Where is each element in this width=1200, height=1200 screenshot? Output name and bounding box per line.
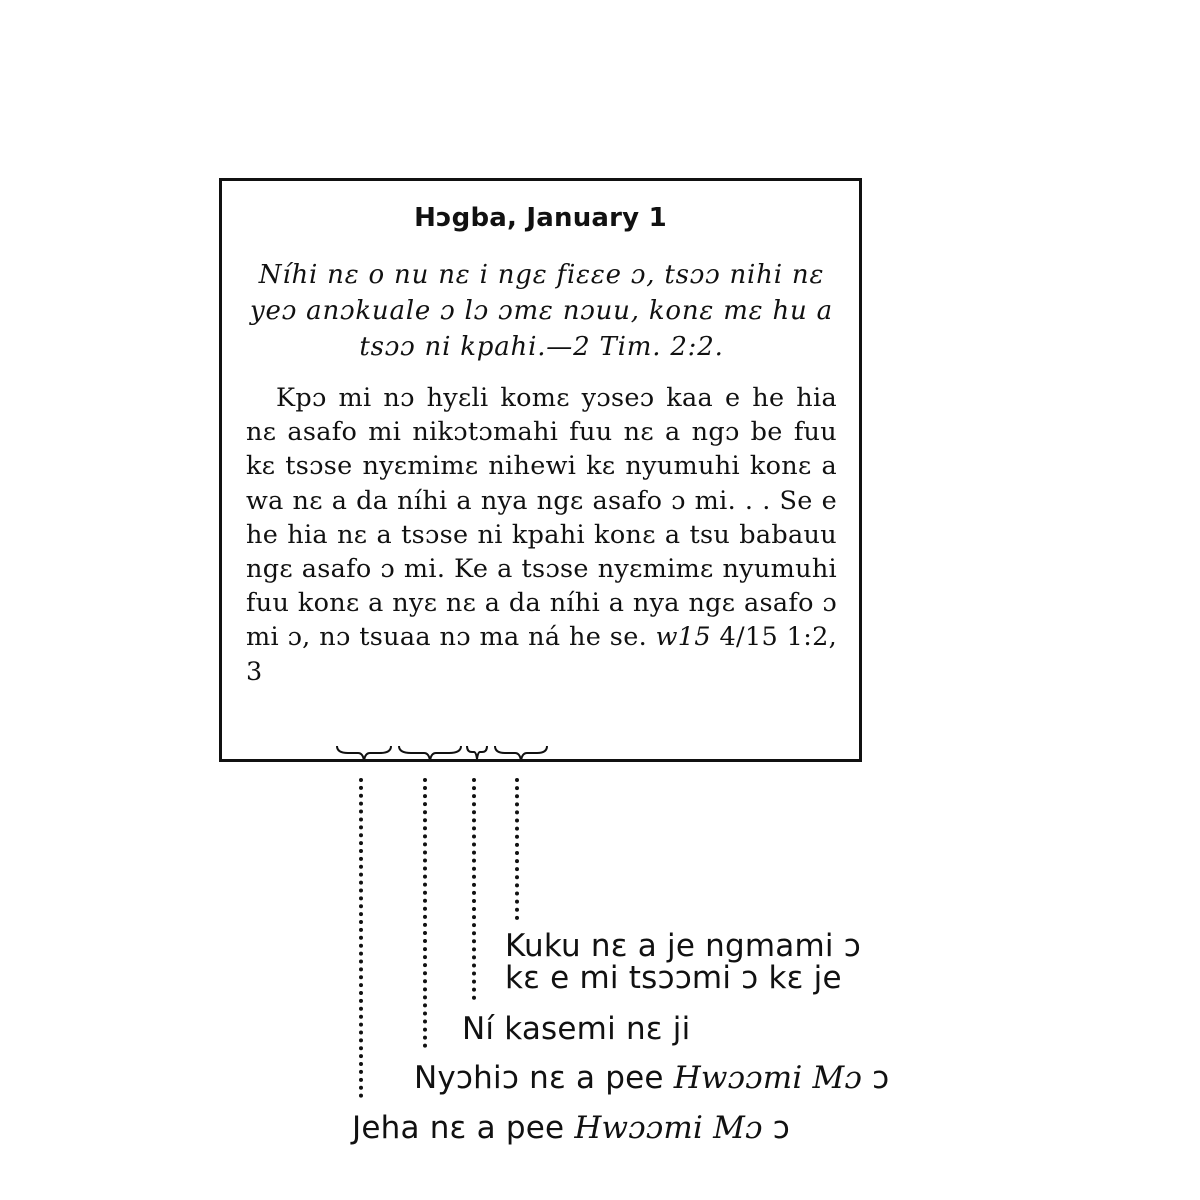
brace-issue xyxy=(398,744,462,766)
legend-year-publication: Hwɔɔmi Mɔ xyxy=(574,1110,763,1146)
ref-paragraph: 3 xyxy=(246,656,263,687)
legend-year xyxy=(352,1111,790,1145)
ref-issue: 4/15 xyxy=(719,622,778,653)
brace-article xyxy=(466,744,488,766)
legend-paragraph-text: Kuku nɛ a je ngmami ɔ kɛ e mi tsɔɔmi ɔ kɛ je xyxy=(505,928,861,996)
legend-issue-publication: Hwɔɔmi Mɔ xyxy=(673,1060,863,1096)
legend-year-suffix: ɔ xyxy=(772,1110,790,1146)
legend-paragraph xyxy=(505,930,895,994)
daily-text-card xyxy=(219,178,862,762)
leader-publication xyxy=(359,778,363,1098)
brace-paragraph xyxy=(494,744,548,766)
brace-publication xyxy=(336,744,392,766)
legend-issue-prefix: Nyɔhiɔ nɛ a pee xyxy=(414,1060,664,1096)
comment-text: Kpɔ mi nɔ hyɛli komɛ yɔseɔ kaa e he hia nɛ asafo mi nikɔtɔmahi fuu nɛ a ngɔ be fuu kɛ tsɔse nyɛmimɛ nihewi kɛ nyumuhi konɛ a wa nɛ a da níhi a nya ngɛ asafo ɔ mi. . . Se e he hia nɛ a tsɔse ni kpahi konɛ a tsu babauu ngɛ asafo ɔ mi. Ke a tsɔse nyɛmimɛ nyumuhi fuu konɛ a nyɛ nɛ a da níhi a nya ngɛ asafo ɔ mi ɔ, nɔ tsuaa nɔ ma ná he se. xyxy=(246,383,837,653)
ref-publication: w15 xyxy=(655,622,711,653)
leader-issue xyxy=(423,778,427,1048)
legend-article-text: Ní kasemi nɛ ji xyxy=(462,1011,691,1047)
ref-article: 1:2 xyxy=(786,622,829,653)
leader-paragraph xyxy=(515,778,519,920)
legend-issue xyxy=(414,1061,889,1095)
comment-paragraph xyxy=(246,381,837,689)
legend-year-prefix: Jeha nɛ a pee xyxy=(352,1110,565,1146)
legend-issue-suffix: ɔ xyxy=(872,1060,890,1096)
date-heading: Hɔgba, January 1 xyxy=(414,203,667,233)
ref-separator: , xyxy=(828,622,838,653)
scripture-verse: Níhi nɛ o nu nɛ i ngɛ fiɛɛe ɔ, tsɔɔ nihi nɛ yeɔ anɔkuale ɔ lɔ ɔmɛ nɔuu, konɛ mɛ hu a tsɔɔ ni kpahi.—2 Tim. 2:2. xyxy=(250,260,833,362)
legend-article xyxy=(462,1012,690,1046)
leader-article xyxy=(472,778,476,1000)
